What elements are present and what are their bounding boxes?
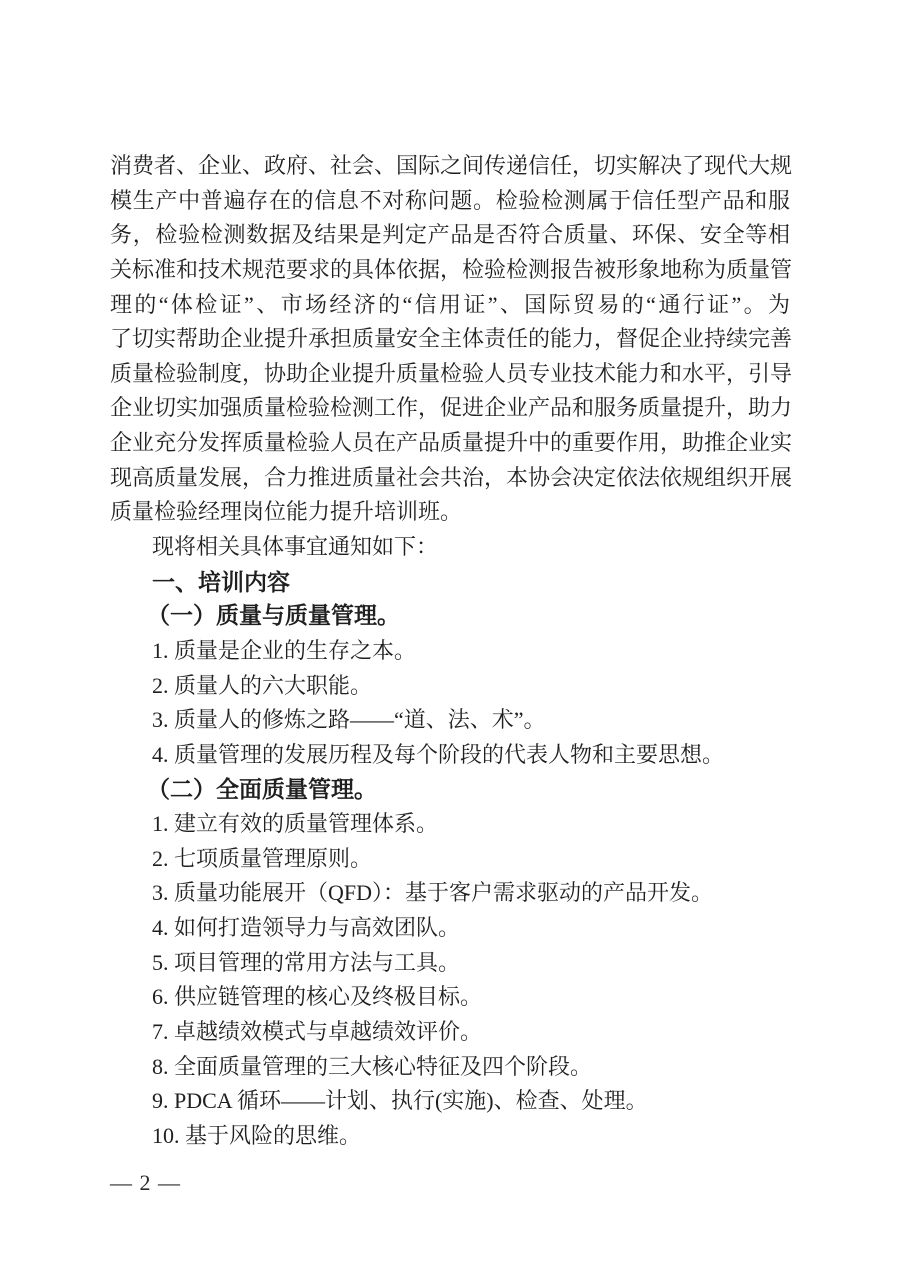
list-item: 9. PDCA 循环——计划、执行(实施)、检查、处理。 <box>152 1088 648 1114</box>
page-number: — 2 — <box>110 1170 181 1195</box>
section-heading: 一、培训内容 <box>152 568 290 595</box>
list-item: 1. 质量是企业的生存之本。 <box>152 637 417 663</box>
list-item: 3. 质量人的修炼之路——“道、法、术”。 <box>152 707 546 733</box>
list-item: 4. 如何打造领导力与高效团队。 <box>152 915 461 941</box>
list-item: 8. 全面质量管理的三大核心特征及四个阶段。 <box>152 1053 593 1079</box>
body-text-line: 企业充分发挥质量检验人员在产品质量提升中的重要作用，助推企业实 <box>110 430 793 456</box>
subsection-heading: （一）质量与质量管理。 <box>147 603 400 629</box>
body-text-line: 现高质量发展，合力推进质量社会共治，本协会决定依法依规组织开展 <box>110 464 793 490</box>
list-item: 6. 供应链管理的核心及终极目标。 <box>152 984 483 1010</box>
body-text-line: 了切实帮助企业提升承担质量安全主体责任的能力，督促企业持续完善 <box>110 326 793 352</box>
body-text-line: 关标准和技术规范要求的具体依据，检验检测报告被形象地称为质量管 <box>110 256 793 282</box>
body-text-line: 企业切实加强质量检验检测工作，促进企业产品和服务质量提升，助力 <box>110 395 793 421</box>
document-body <box>110 149 793 1154</box>
body-text-line: 理的“体检证”、市场经济的“信用证”、国际贸易的“通行证”。为 <box>110 291 790 317</box>
intro-line: 现将相关具体事宜通知如下： <box>152 534 439 560</box>
subsection-heading: （二）全面质量管理。 <box>147 776 377 802</box>
list-item: 4. 质量管理的发展历程及每个阶段的代表人物和主要思想。 <box>152 741 725 767</box>
body-text-line: 消费者、企业、政府、社会、国际之间传递信任，切实解决了现代大规 <box>110 153 793 178</box>
list-item: 7. 卓越绩效模式与卓越绩效评价。 <box>152 1019 483 1045</box>
body-text-line: 务，检验检测数据及结果是判定产品是否符合质量、环保、安全等相 <box>110 222 790 248</box>
list-item: 1. 建立有效的质量管理体系。 <box>152 811 439 837</box>
body-text-line: 模生产中普遍存在的信息不对称问题。检验检测属于信任型产品和服 <box>110 187 790 213</box>
list-item: 2. 七项质量管理原则。 <box>152 845 373 871</box>
body-text-line: 质量检验经理岗位能力提升培训班。 <box>110 499 463 525</box>
body-text-line: 质量检验制度，协助企业提升质量检验人员专业技术能力和水平，引导 <box>110 360 793 386</box>
list-item: 10. 基于风险的思维。 <box>152 1122 362 1148</box>
list-item: 2. 质量人的六大职能。 <box>152 672 373 698</box>
list-item: 5. 项目管理的常用方法与工具。 <box>152 949 461 975</box>
list-item: 3. 质量功能展开（QFD）：基于客户需求驱动的产品开发。 <box>152 880 714 906</box>
